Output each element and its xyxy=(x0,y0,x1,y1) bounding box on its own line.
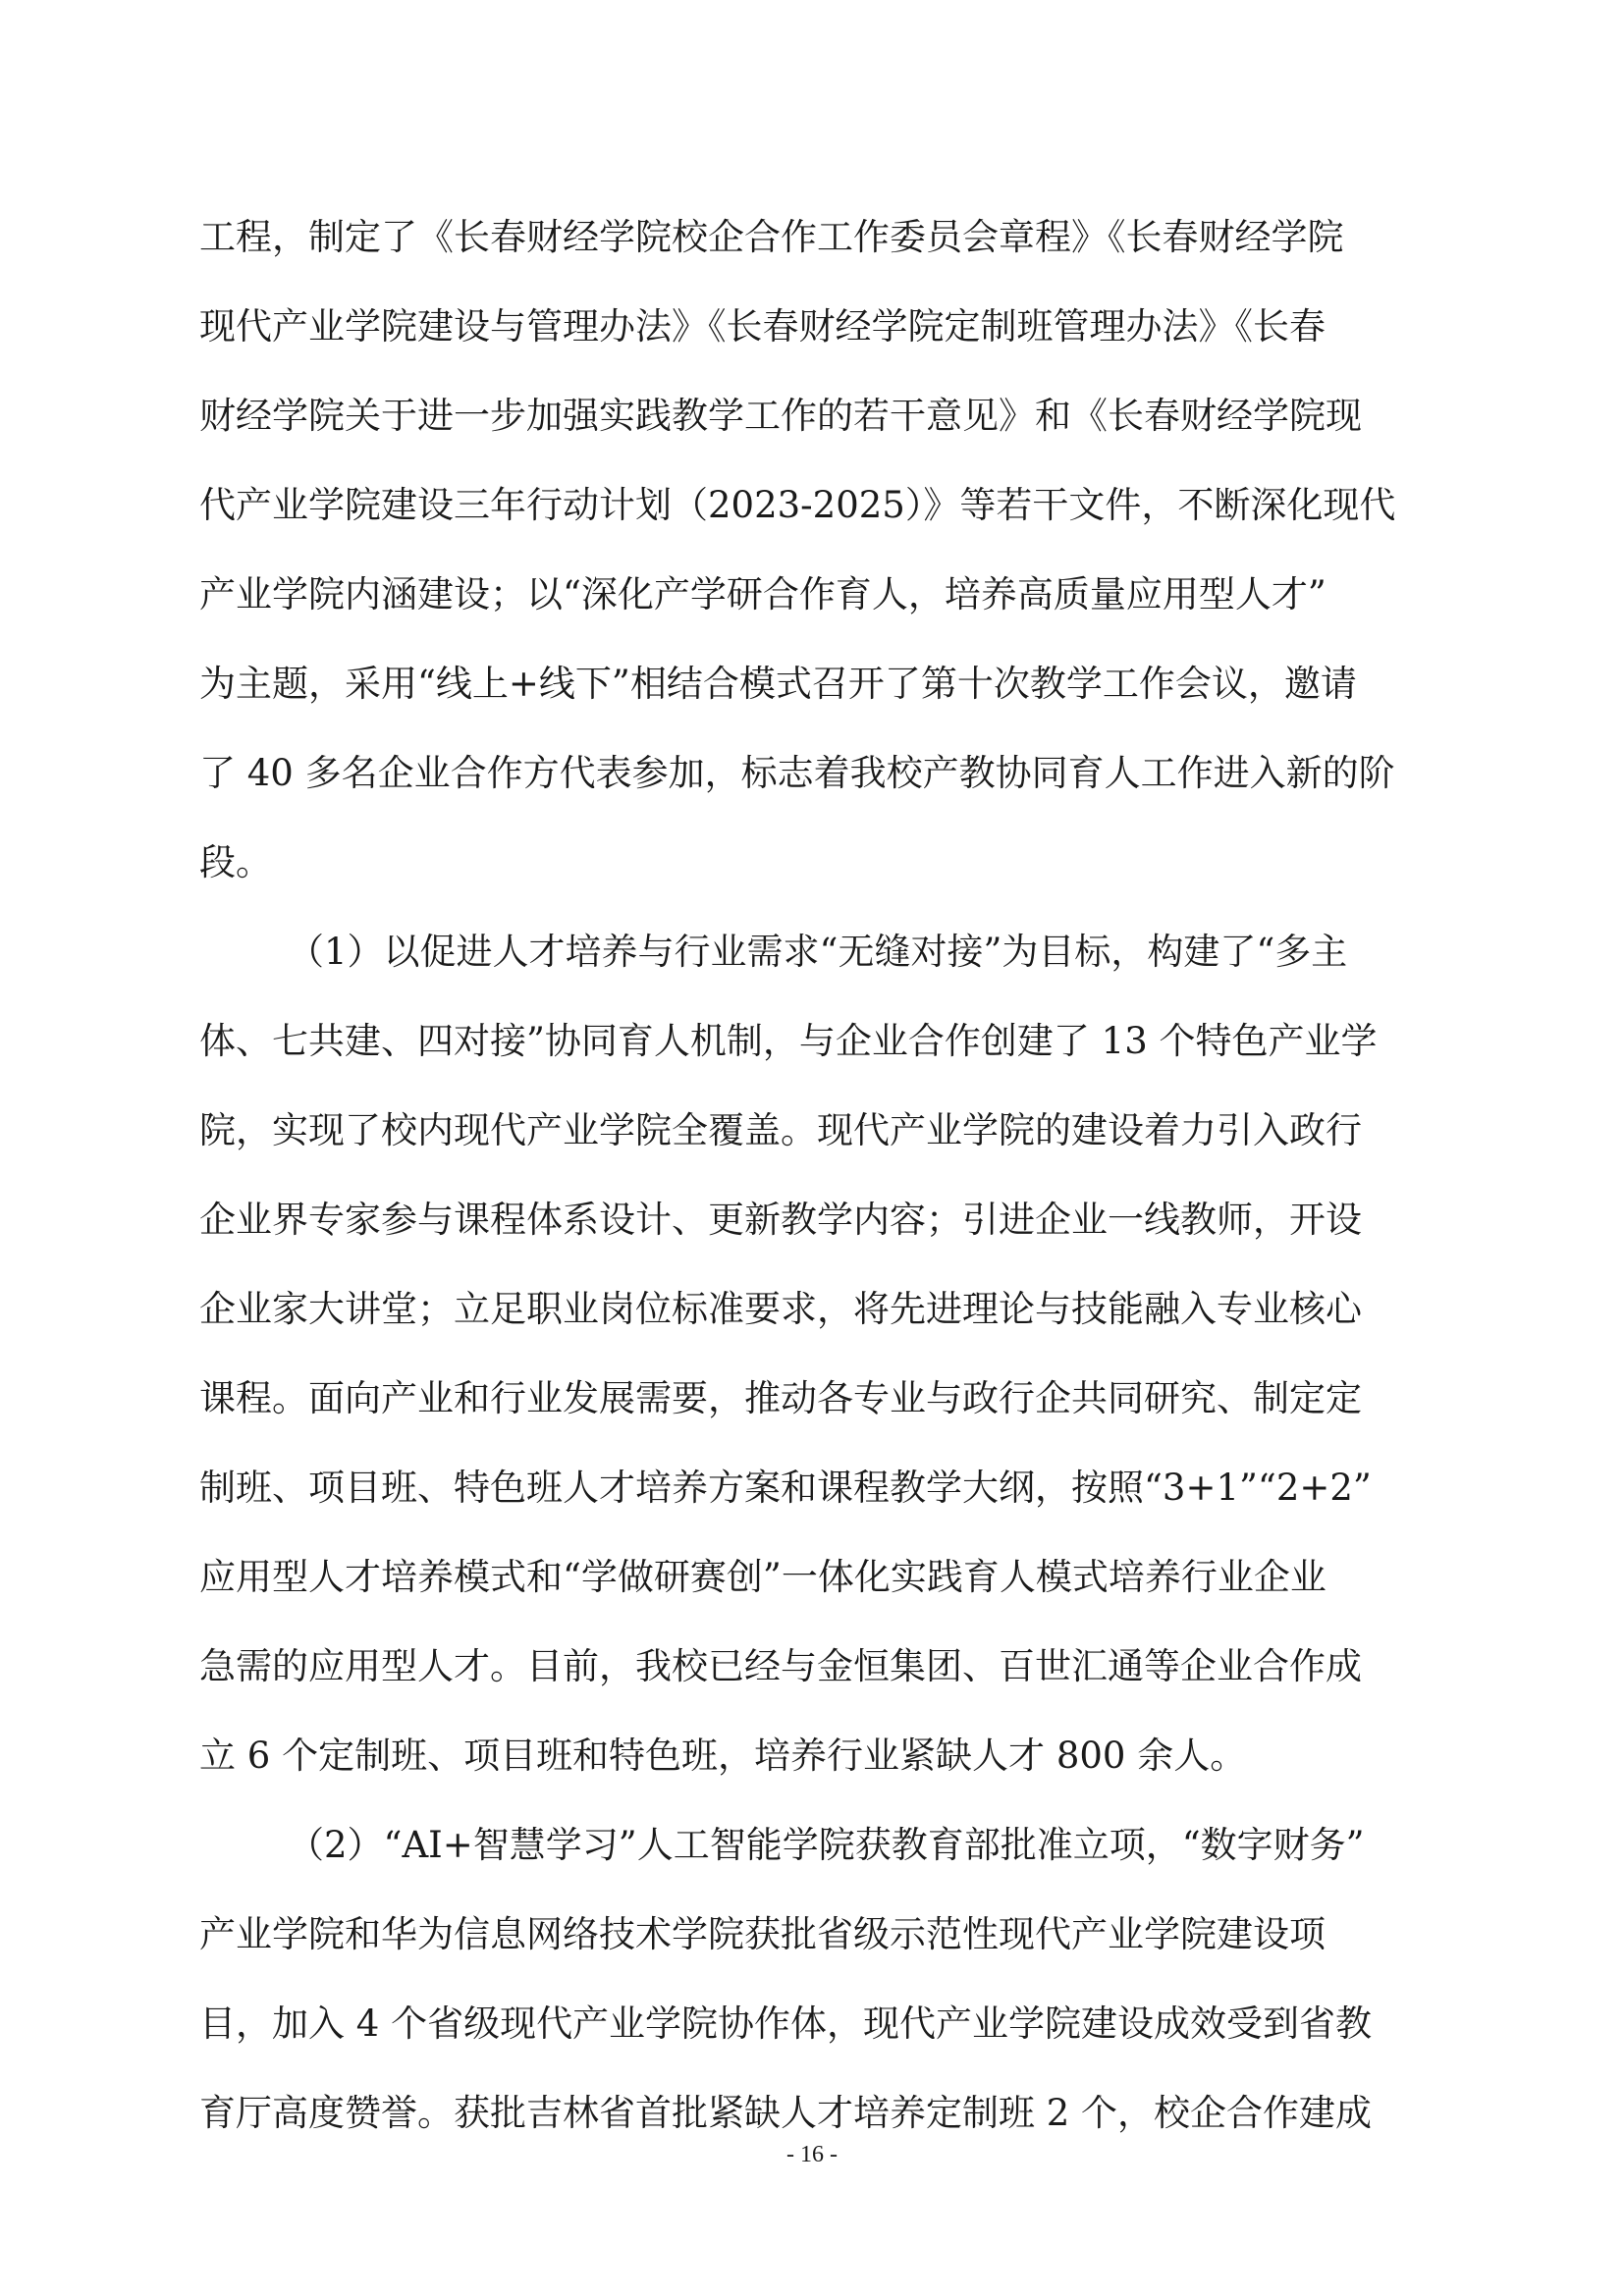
paragraph-2-line: （1）以促进人才培养与行业需求“无缝对接”为目标，构建了“多主 xyxy=(288,931,1348,973)
paragraph-1-line: 代产业学院建设三年行动计划（2023-2025）》等若干文件，不断深化现代 xyxy=(199,484,1396,526)
paragraph-1-line: 工程，制定了《长春财经学院校企合作工作委员会章程》《长春财经学院 xyxy=(199,216,1344,258)
paragraph-2-line: 院，实现了校内现代产业学院全覆盖。现代产业学院的建设着力引入政行 xyxy=(199,1109,1362,1151)
paragraph-3-line: （2）“AI+智慧学习”人工智能学院获教育部批准立项，“数字财务” xyxy=(288,1824,1365,1866)
paragraph-2-line: 应用型人才培养模式和“学做研赛创”一体化实践育人模式培养行业企业 xyxy=(199,1556,1326,1598)
paragraph-2-line: 企业界专家参与课程体系设计、更新教学内容；引进企业一线教师，开设 xyxy=(199,1199,1362,1241)
paragraph-2-line: 立 6 个定制班、项目班和特色班，培养行业紧缺人才 800 余人。 xyxy=(199,1735,1247,1777)
paragraph-1-line: 现代产业学院建设与管理办法》《长春财经学院定制班管理办法》《长春 xyxy=(199,305,1326,347)
paragraph-3-line: 目，加入 4 个省级现代产业学院协作体，现代产业学院建设成效受到省教 xyxy=(199,2002,1373,2045)
paragraph-2-line: 急需的应用型人才。目前，我校已经与金恒集团、百世汇通等企业合作成 xyxy=(199,1645,1362,1687)
paragraph-2-line: 体、七共建、四对接”协同育人机制，与企业合作创建了 13 个特色产业学 xyxy=(199,1020,1378,1062)
body-text xyxy=(199,192,1433,2158)
paragraph-2-line: 制班、项目班、特色班人才培养方案和课程教学大纲，按照“3+1”“2+2” xyxy=(199,1467,1372,1509)
page-number: - 16 - xyxy=(786,2142,838,2167)
paragraph-1-line: 了 40 多名企业合作方代表参加，标志着我校产教协同育人工作进入新的阶 xyxy=(199,752,1395,794)
paragraph-2-line: 课程。面向产业和行业发展需要，推动各专业与政行企共同研究、制定定 xyxy=(199,1377,1362,1419)
paragraph-3-line: 育厅高度赞誉。获批吉林省首批紧缺人才培养定制班 2 个，校企合作建成 xyxy=(199,2092,1373,2134)
paragraph-2-line: 企业家大讲堂；立足职业岗位标准要求，将先进理论与技能融入专业核心 xyxy=(199,1288,1362,1330)
paragraph-1-line: 段。 xyxy=(199,841,272,883)
paragraph-1-line: 为主题，采用“线上+线下”相结合模式召开了第十次教学工作会议，邀请 xyxy=(199,663,1357,705)
paragraph-1-line: 财经学院关于进一步加强实践教学工作的若干意见》和《长春财经学院现 xyxy=(199,395,1362,437)
paragraph-3-line: 产业学院和华为信息网络技术学院获批省级示范性现代产业学院建设项 xyxy=(199,1913,1326,1955)
paragraph-1-line: 产业学院内涵建设；以“深化产学研合作育人，培养高质量应用型人才” xyxy=(199,573,1326,615)
